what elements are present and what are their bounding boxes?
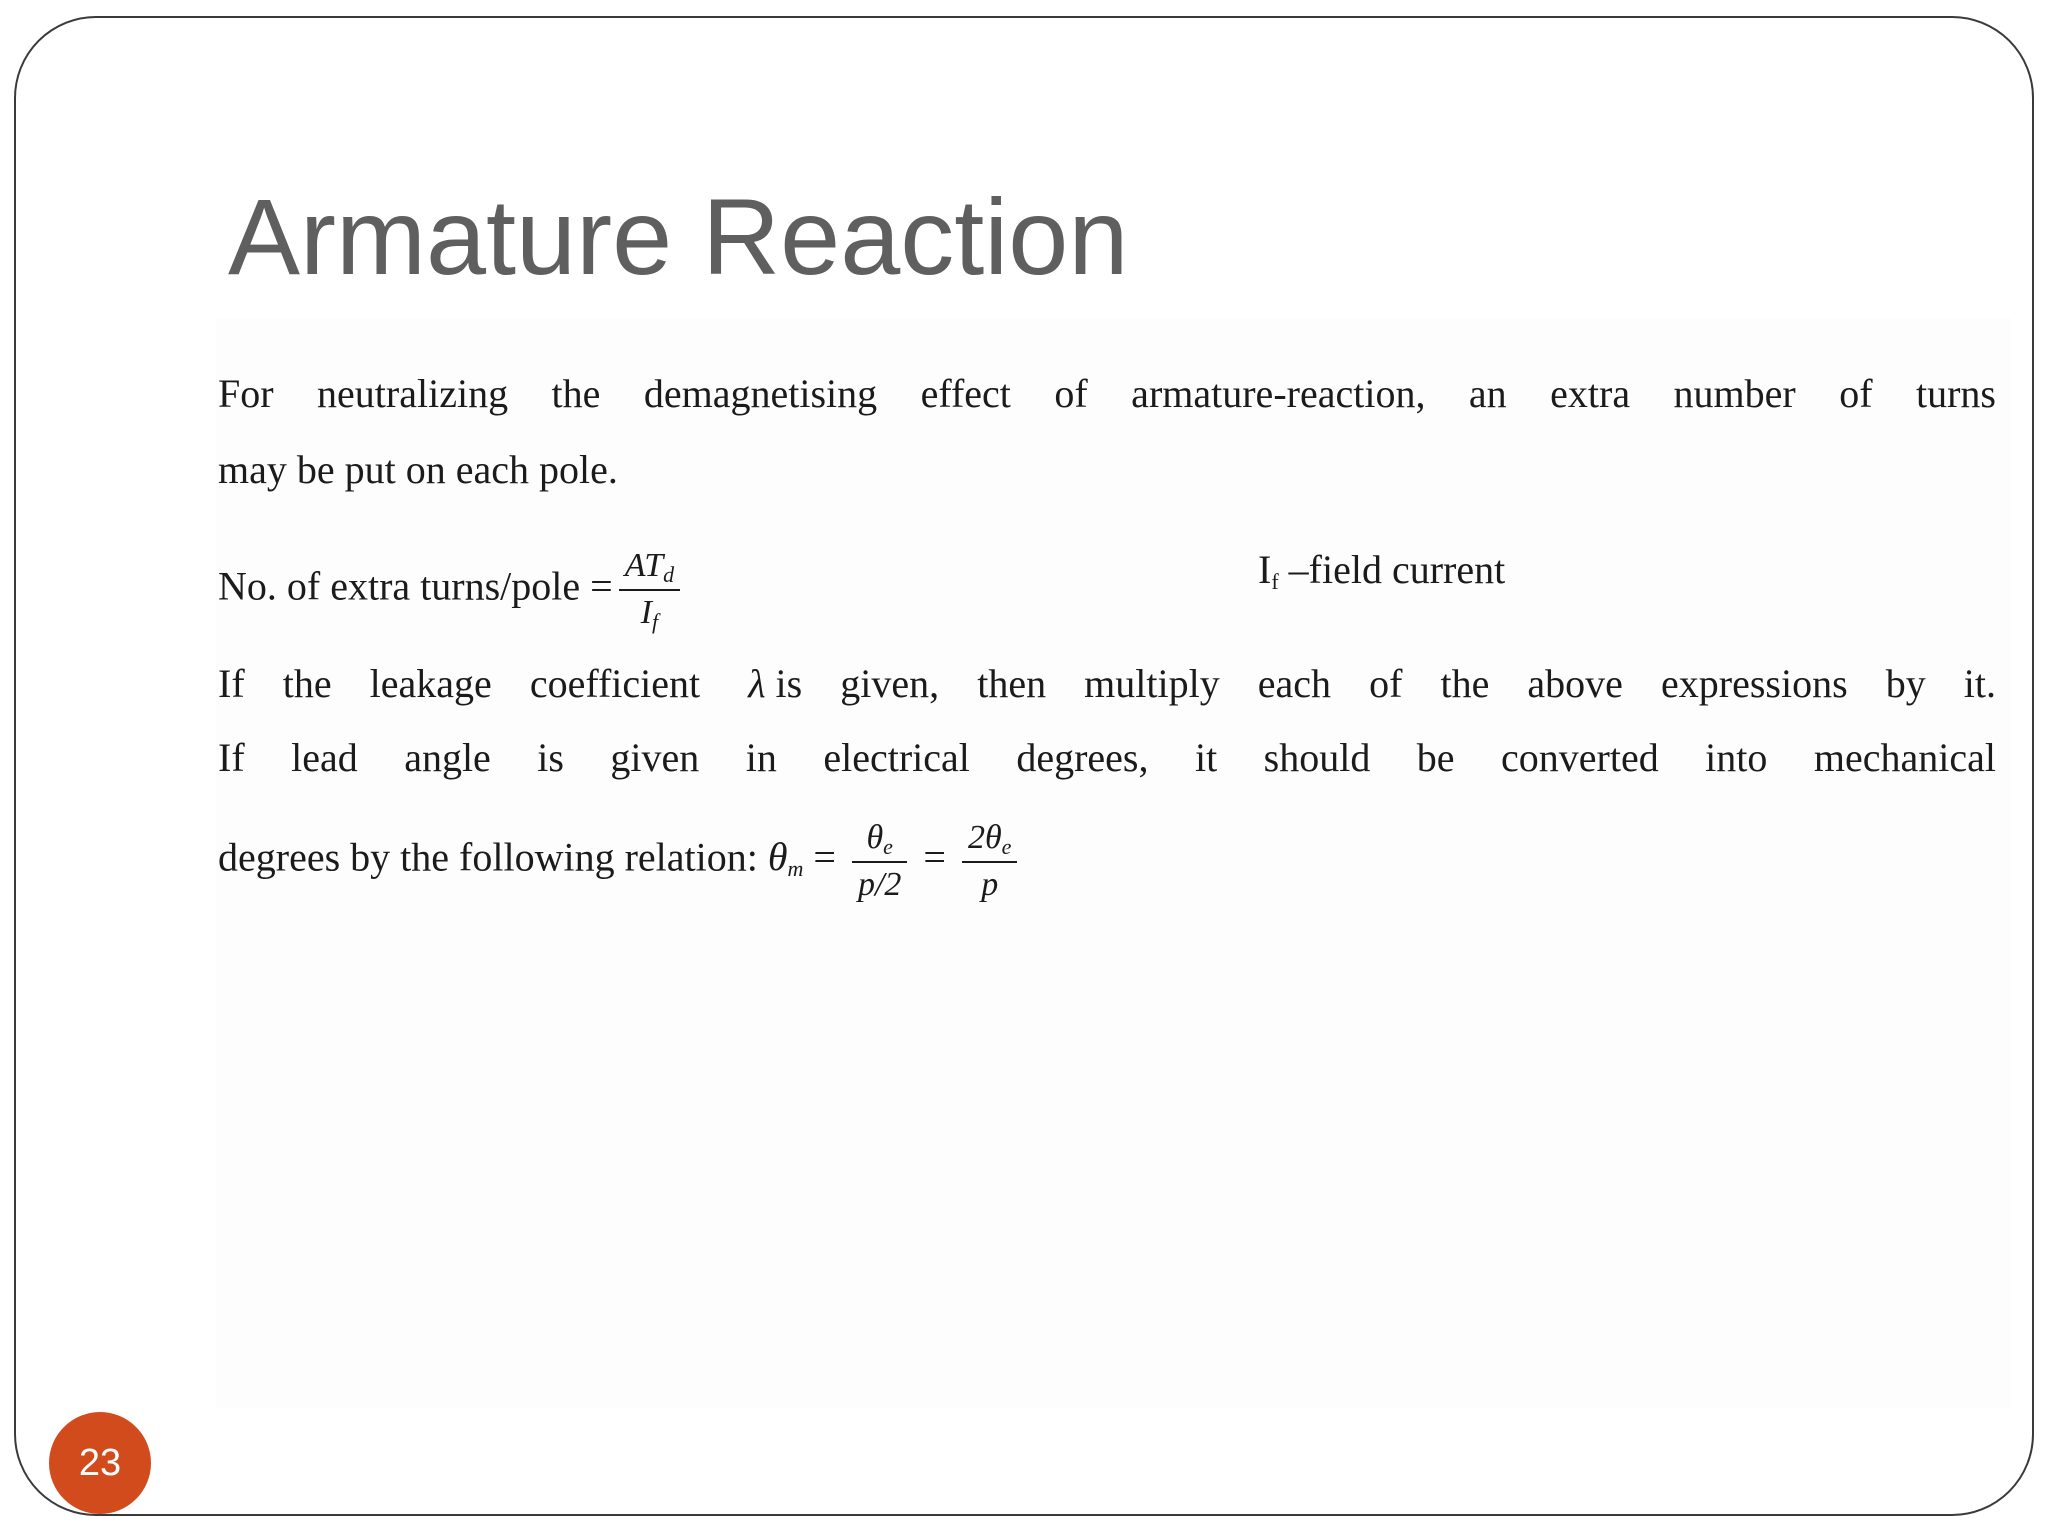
mechanical-degrees-relation-row	[218, 818, 1996, 918]
lead-angle-line: If lead angle is given in electrical degrees, it should be converted into mechanical	[218, 735, 1996, 780]
extra-turns-fraction	[619, 546, 680, 635]
electrical-over-half-poles-fraction: $\frac{\theta_e}{p/2}$	[852, 818, 907, 904]
double-electrical-over-poles-fraction: $\frac{2\theta_e}{p}$	[962, 818, 1017, 904]
fraction-numerator: $AT_d$	[624, 547, 675, 587]
lambda-symbol: λ	[748, 661, 766, 706]
fraction-denominator: $I_f$	[619, 589, 680, 634]
equals-sign: =	[813, 834, 836, 880]
paragraph-line-1: For neutralizing the demagnetising effect of armature-reaction, an extra number of turns	[218, 371, 1996, 416]
slide-title: Armature Reaction	[228, 176, 1129, 297]
theta-m-symbol: $\theta_m$	[767, 834, 804, 882]
extra-turns-formula-row	[218, 546, 1996, 635]
leakage-coefficient-line: If the leakage coefficient λ is given, then multiply each of the above expressions by it.	[218, 661, 1997, 706]
field-current-note: $I_f$ –field current	[1258, 547, 1506, 594]
slide-number-badge: 23	[49, 1412, 151, 1514]
slide-frame	[14, 16, 2034, 1516]
paragraph-line-2: may be put on each pole.	[218, 447, 618, 492]
extra-turns-label: No. of extra turns/pole =	[218, 563, 613, 609]
equals-sign: =	[923, 834, 946, 880]
relation-label: degrees by the following relation:	[218, 834, 758, 880]
